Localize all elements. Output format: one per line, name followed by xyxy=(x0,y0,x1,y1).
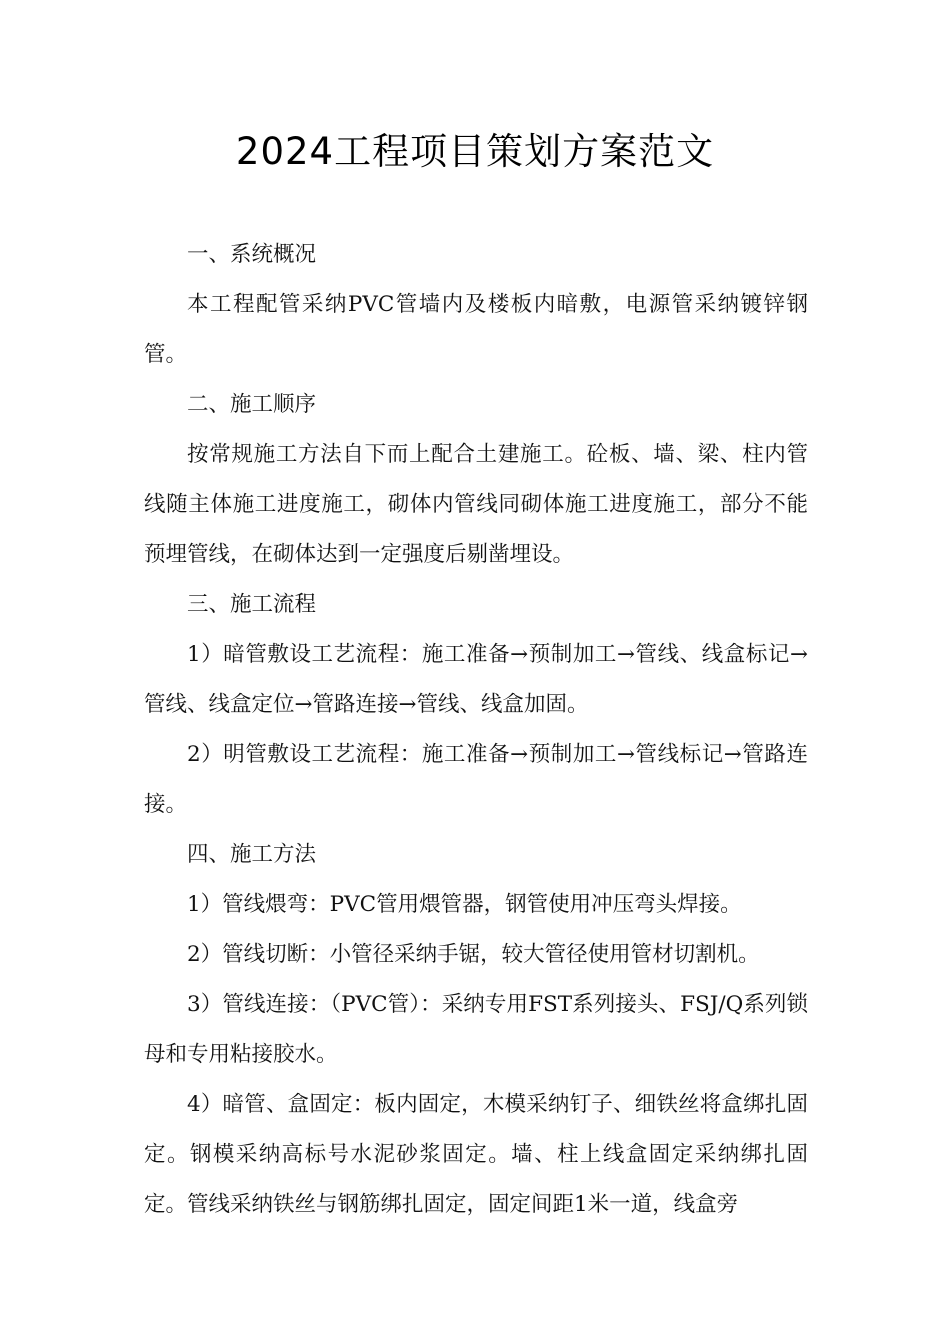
document-title: 2024工程项目策划方案范文 xyxy=(235,130,715,173)
section-heading-overview: 一、系统概况 xyxy=(187,242,317,267)
paragraph-sequence: 按常规施工方法自下而上配合土建施工。砼板、墙、梁、柱内管线随主体施工进度施工，砌体内管线同砌体施工进度施工，部分不能预埋管线，在砌体达到一定强度后剔凿埋设。 xyxy=(144,442,808,567)
paragraph-pipe-connection: 3）管线连接：（PVC管）：采纳专用FST系列接头、FSJ/Q系列锁母和专用粘接胶水。 xyxy=(144,992,808,1067)
paragraph-exposed-pipe-process: 2）明管敷设工艺流程：施工准备→预制加工→管线标记→管路连接。 xyxy=(144,742,808,817)
paragraph-pipe-cutting: 2）管线切断：小管径采纳手锯，较大管径使用管材切割机。 xyxy=(187,942,760,967)
paragraph-pipe-bending: 1）管线煨弯：PVC管用煨管器，钢管使用冲压弯头焊接。 xyxy=(187,892,742,917)
paragraph-overview: 本工程配管采纳PVC管墙内及楼板内暗敷，电源管采纳镀锌钢管。 xyxy=(144,292,808,367)
paragraph-pipe-box-fixing: 4）暗管、盒固定：板内固定，木模采纳钉子、细铁丝将盒绑扎固定。钢模采纳高标号水泥砂浆固定。墙、柱上线盒固定采纳绑扎固定。管线采纳铁丝与钢筋绑扎固定，固定间距1米一道，线盒旁 xyxy=(144,1092,808,1217)
paragraph-concealed-pipe-process: 1）暗管敷设工艺流程：施工准备→预制加工→管线、线盒标记→管线、线盒定位→管路连接→管线、线盒加固。 xyxy=(144,642,808,717)
document-body xyxy=(144,230,808,1230)
section-heading-sequence: 二、施工顺序 xyxy=(187,392,317,417)
section-heading-process: 三、施工流程 xyxy=(187,592,317,617)
section-heading-methods: 四、施工方法 xyxy=(187,842,317,867)
